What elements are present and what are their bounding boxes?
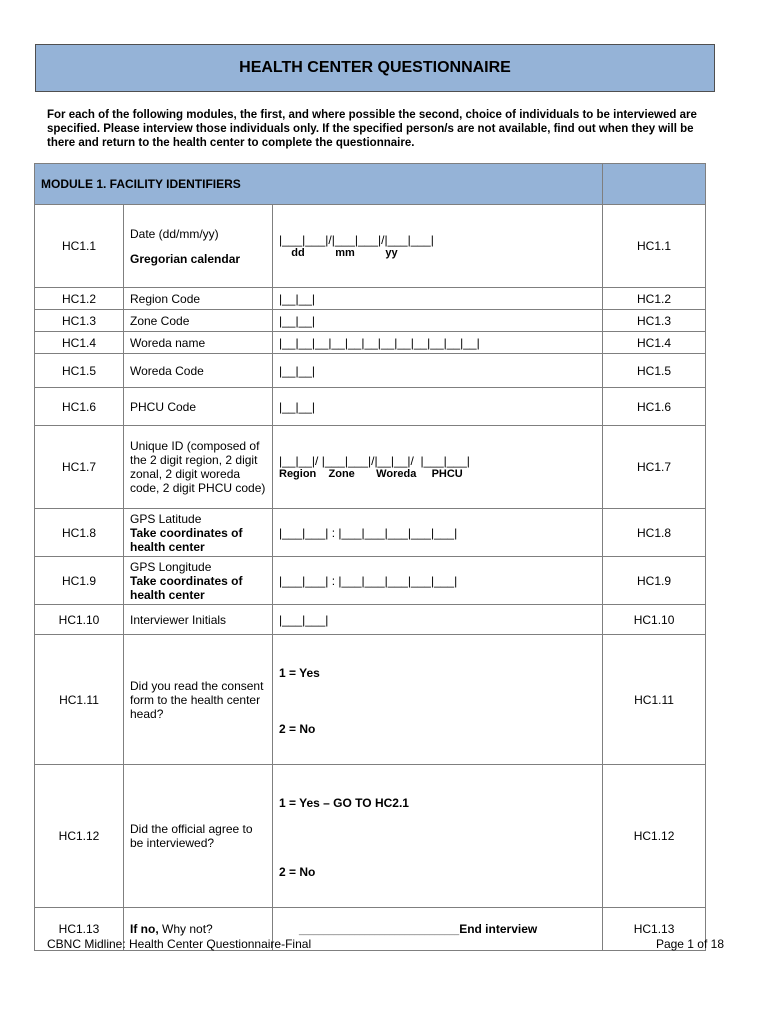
date-entry-field[interactable]: |___|___|/|___|___|/|___|___|	[279, 233, 434, 247]
row-code: HC1.3	[35, 310, 124, 332]
row-code: HC1.10	[35, 605, 124, 635]
row-code-right: HC1.13	[603, 908, 706, 951]
question-note: Gregorian calendar	[130, 251, 241, 266]
row-code: HC1.13	[35, 908, 124, 951]
date-field-labels: dd mm yy	[279, 247, 398, 259]
row-code: HC1.2	[35, 288, 124, 310]
reason-entry-line[interactable]: ________________________________	[299, 925, 460, 935]
answer-options	[273, 635, 603, 765]
question-text: Did you read the consent form to the health center head?	[124, 635, 273, 765]
question-text: Zone Code	[124, 310, 273, 332]
row-code-right: HC1.11	[603, 635, 706, 765]
row-code-right: HC1.7	[603, 426, 706, 509]
question-text: Interviewer Initials	[124, 605, 273, 635]
intro-instructions: For each of the following modules, the first, and where possible the second, choice of individuals to be interviewed are specified. Please interview those individuals only. If the specified person/s are not available, find out when they will be there and return to the health center to complete the questionnaire.	[47, 109, 697, 149]
row-code: HC1.6	[35, 388, 124, 426]
facility-identifiers-table	[34, 163, 706, 951]
response-cell[interactable]	[273, 426, 603, 509]
table-row	[35, 557, 706, 605]
row-code-right: HC1.4	[603, 332, 706, 354]
interviewer-initials-field[interactable]: |___|___|	[273, 605, 603, 635]
table-row	[35, 205, 706, 288]
row-code: HC1.11	[35, 635, 124, 765]
question-text: Unique ID (composed of the 2 digit region, 2 digit zonal, 2 digit woreda code, 2 digit PHCU code)	[124, 426, 273, 509]
question-text: Woreda Code	[124, 354, 273, 388]
response-cell[interactable]	[273, 205, 603, 288]
response-cell[interactable]	[273, 908, 603, 951]
table-row	[35, 426, 706, 509]
row-code-right: HC1.3	[603, 310, 706, 332]
question-text: Did the official agree to be interviewed?	[124, 765, 273, 908]
end-interview-label: End interview	[459, 922, 538, 936]
answer-options	[273, 765, 603, 908]
question-cell	[124, 205, 273, 288]
option-no[interactable]: 2 = No	[279, 865, 316, 879]
question-condition: If no,	[130, 922, 159, 936]
question-text: GPS Longitude	[130, 559, 212, 574]
option-yes[interactable]: 1 = Yes	[279, 666, 320, 680]
row-code-right: HC1.5	[603, 354, 706, 388]
row-code: HC1.4	[35, 332, 124, 354]
unique-id-field[interactable]: |__|__|/ |___|___|/|__|__|/ |___|___|	[279, 454, 470, 468]
row-code: HC1.9	[35, 557, 124, 605]
unique-id-labels: Region Zone Woreda PHCU	[279, 468, 463, 480]
question-text: Why not?	[158, 922, 213, 936]
question-text: Date (dd/mm/yy)	[130, 226, 219, 241]
table-row	[35, 332, 706, 354]
question-text: Woreda name	[124, 332, 273, 354]
row-code-right: HC1.12	[603, 765, 706, 908]
question-cell	[124, 509, 273, 557]
gps-latitude-field[interactable]: |___|___| : |___|___|___|___|___|	[273, 509, 603, 557]
option-yes-go-to[interactable]: 1 = Yes – GO TO HC2.1	[279, 796, 409, 810]
row-code-right: HC1.8	[603, 509, 706, 557]
question-note: Take coordinates of health center	[130, 573, 243, 602]
question-text: PHCU Code	[124, 388, 273, 426]
row-code: HC1.7	[35, 426, 124, 509]
question-cell	[124, 557, 273, 605]
row-code: HC1.12	[35, 765, 124, 908]
footer-page-number: Page 1 of 18	[655, 937, 724, 951]
row-code-right: HC1.1	[603, 205, 706, 288]
gps-longitude-field[interactable]: |___|___| : |___|___|___|___|___|	[273, 557, 603, 605]
question-text: Region Code	[124, 288, 273, 310]
module-header-blank	[603, 164, 706, 205]
module-header-row	[35, 164, 706, 205]
row-code: HC1.8	[35, 509, 124, 557]
woreda-name-field[interactable]: |__|__|__|__|__|__|__|__|__|__|__|__|	[273, 332, 603, 354]
option-no[interactable]: 2 = No	[279, 722, 316, 736]
table-row	[35, 509, 706, 557]
table-row	[35, 288, 706, 310]
woreda-code-field[interactable]: |__|__|	[273, 354, 603, 388]
row-code-right: HC1.9	[603, 557, 706, 605]
table-row	[35, 310, 706, 332]
footer-document-name: CBNC Midline: Health Center Questionnaire-Final	[47, 937, 312, 951]
table-row	[35, 635, 706, 765]
table-row	[35, 605, 706, 635]
table-row	[35, 765, 706, 908]
question-note: Take coordinates of health center	[130, 525, 243, 554]
region-code-field[interactable]: |__|__|	[273, 288, 603, 310]
table-row	[35, 354, 706, 388]
table-row	[35, 388, 706, 426]
row-code-right: HC1.10	[603, 605, 706, 635]
row-code-right: HC1.2	[603, 288, 706, 310]
page-title: HEALTH CENTER QUESTIONNAIRE	[35, 44, 715, 92]
row-code: HC1.1	[35, 205, 124, 288]
question-text: GPS Latitude	[130, 511, 202, 526]
module-title: MODULE 1. FACILITY IDENTIFIERS	[35, 164, 603, 205]
zone-code-field[interactable]: |__|__|	[273, 310, 603, 332]
row-code: HC1.5	[35, 354, 124, 388]
row-code-right: HC1.6	[603, 388, 706, 426]
phcu-code-field[interactable]: |__|__|	[273, 388, 603, 426]
